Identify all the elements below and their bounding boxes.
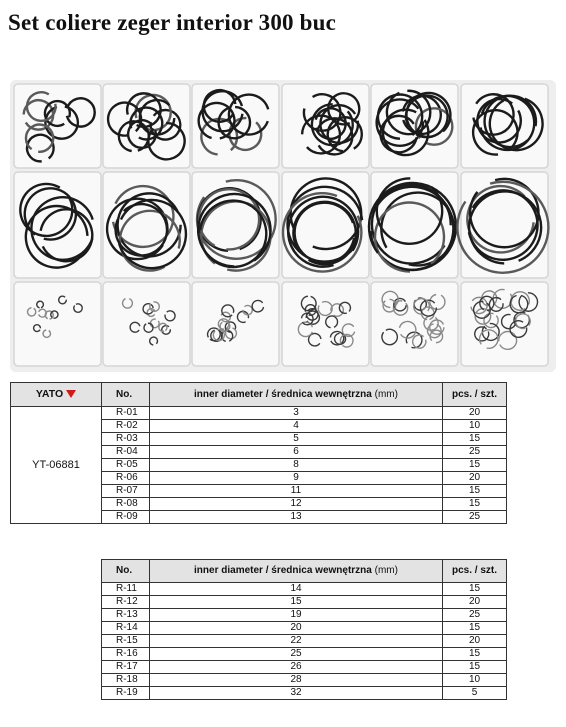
row-diameter: 20 bbox=[150, 622, 443, 635]
col-no-header: No. bbox=[102, 383, 150, 407]
col-pcs-header: pcs. / szt. bbox=[443, 383, 507, 407]
row-number: R-19 bbox=[102, 687, 150, 700]
col-diameter-header: inner diameter / średnica wewnętrzna (mm) bbox=[150, 560, 443, 583]
row-diameter: 14 bbox=[150, 583, 443, 596]
table-row bbox=[102, 648, 507, 661]
row-pieces: 15 bbox=[443, 622, 507, 635]
row-pieces: 25 bbox=[443, 609, 507, 622]
row-diameter: 26 bbox=[150, 661, 443, 674]
row-number: R-13 bbox=[102, 609, 150, 622]
page-title: Set coliere zeger interior 300 buc bbox=[8, 10, 337, 35]
row-pieces: 20 bbox=[443, 407, 507, 420]
row-pieces: 15 bbox=[443, 498, 507, 511]
tray-compartment bbox=[282, 84, 369, 168]
row-diameter: 11 bbox=[150, 485, 443, 498]
table-header-row bbox=[11, 383, 507, 407]
col-pcs-header: pcs. / szt. bbox=[443, 560, 507, 583]
row-diameter: 19 bbox=[150, 609, 443, 622]
row-number: R-01 bbox=[102, 407, 150, 420]
row-number: R-15 bbox=[102, 635, 150, 648]
row-diameter: 22 bbox=[150, 635, 443, 648]
row-diameter: 3 bbox=[150, 407, 443, 420]
row-number: R-16 bbox=[102, 648, 150, 661]
row-number: R-02 bbox=[102, 420, 150, 433]
row-number: R-03 bbox=[102, 433, 150, 446]
row-pieces: 15 bbox=[443, 583, 507, 596]
row-pieces: 20 bbox=[443, 596, 507, 609]
row-pieces: 15 bbox=[443, 485, 507, 498]
col-diameter-header: inner diameter / średnica wewnętrzna (mm) bbox=[150, 383, 443, 407]
table-row bbox=[11, 407, 507, 420]
table-row bbox=[102, 596, 507, 609]
table-row bbox=[102, 609, 507, 622]
row-number: R-11 bbox=[102, 583, 150, 596]
table-row bbox=[102, 583, 507, 596]
table-row bbox=[102, 674, 507, 687]
circlip-tray-image bbox=[10, 80, 556, 372]
table-row bbox=[102, 687, 507, 700]
brand-logo: YATO bbox=[35, 388, 64, 400]
table-row bbox=[102, 661, 507, 674]
row-pieces: 25 bbox=[443, 511, 507, 524]
col-no-header: No. bbox=[102, 560, 150, 583]
row-pieces: 10 bbox=[443, 420, 507, 433]
row-diameter: 8 bbox=[150, 459, 443, 472]
row-pieces: 5 bbox=[443, 687, 507, 700]
row-pieces: 15 bbox=[443, 661, 507, 674]
row-number: R-04 bbox=[102, 446, 150, 459]
row-diameter: 28 bbox=[150, 674, 443, 687]
tray-compartment bbox=[103, 282, 190, 366]
row-pieces: 15 bbox=[443, 459, 507, 472]
tray-compartment bbox=[461, 282, 548, 366]
row-number: R-09 bbox=[102, 511, 150, 524]
row-pieces: 20 bbox=[443, 472, 507, 485]
row-number: R-05 bbox=[102, 459, 150, 472]
row-number: R-18 bbox=[102, 674, 150, 687]
row-pieces: 15 bbox=[443, 433, 507, 446]
row-pieces: 15 bbox=[443, 648, 507, 661]
row-number: R-06 bbox=[102, 472, 150, 485]
row-diameter: 9 bbox=[150, 472, 443, 485]
tray-compartment bbox=[14, 282, 101, 366]
row-diameter: 5 bbox=[150, 433, 443, 446]
table-header-row bbox=[102, 560, 507, 583]
row-diameter: 32 bbox=[150, 687, 443, 700]
row-number: R-12 bbox=[102, 596, 150, 609]
row-diameter: 13 bbox=[150, 511, 443, 524]
brand-header-cell bbox=[11, 383, 102, 407]
row-diameter: 4 bbox=[150, 420, 443, 433]
table-row bbox=[102, 622, 507, 635]
model-number: YT-06881 bbox=[11, 407, 102, 524]
tray-compartment bbox=[192, 282, 279, 366]
row-pieces: 20 bbox=[443, 635, 507, 648]
row-number: R-17 bbox=[102, 661, 150, 674]
row-number: R-08 bbox=[102, 498, 150, 511]
row-pieces: 10 bbox=[443, 674, 507, 687]
row-diameter: 15 bbox=[150, 596, 443, 609]
row-number: R-14 bbox=[102, 622, 150, 635]
row-pieces: 25 bbox=[443, 446, 507, 459]
row-diameter: 25 bbox=[150, 648, 443, 661]
brand-mark-icon bbox=[66, 390, 76, 398]
product-photo bbox=[10, 80, 556, 372]
table-row bbox=[102, 635, 507, 648]
row-diameter: 12 bbox=[150, 498, 443, 511]
spec-table-1 bbox=[10, 382, 507, 524]
row-diameter: 6 bbox=[150, 446, 443, 459]
row-number: R-07 bbox=[102, 485, 150, 498]
spec-table-2 bbox=[101, 559, 507, 700]
